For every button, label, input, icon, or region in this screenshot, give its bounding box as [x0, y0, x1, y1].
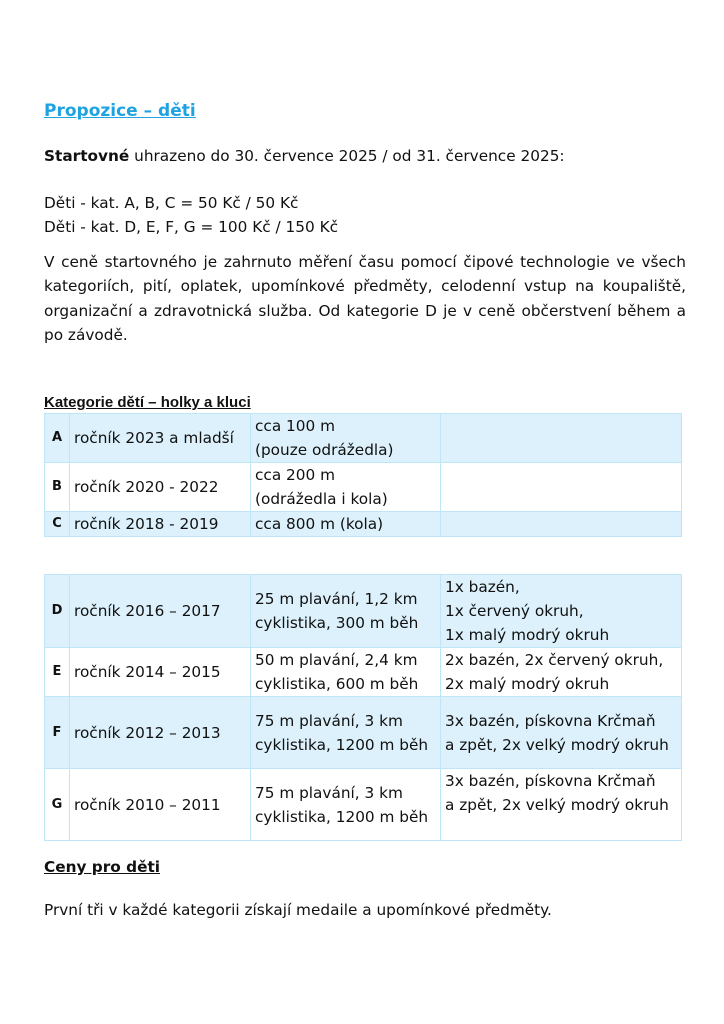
category-letter: E: [45, 648, 70, 697]
course-line: (odrážedla i kola): [255, 490, 388, 508]
category-row-c: [45, 512, 682, 537]
route-line: 1x bazén,: [445, 578, 520, 596]
category-row-a: [45, 414, 682, 463]
category-letter: B: [45, 463, 70, 512]
category-course: [251, 697, 441, 769]
category-letter: F: [45, 697, 70, 769]
route-line: 2x malý modrý okruh: [445, 675, 610, 693]
category-course: [251, 463, 441, 512]
category-route: [441, 697, 682, 769]
route-line: 2x bazén, 2x červený okruh,: [445, 651, 664, 669]
course-line: cyklistika, 300 m běh: [255, 614, 419, 632]
category-letter: G: [45, 769, 70, 841]
course-line: 50 m plavání, 2,4 km: [255, 651, 418, 669]
category-year: ročník 2018 - 2019: [70, 512, 251, 537]
category-year: ročník 2010 – 2011: [70, 769, 251, 841]
course-line: cyklistika, 1200 m běh: [255, 807, 429, 826]
category-year: ročník 2014 – 2015: [70, 648, 251, 697]
category-route: [441, 648, 682, 697]
course-line: cyklistika, 600 m běh: [255, 675, 419, 693]
page-title: Propozice – děti: [44, 101, 196, 121]
route-line: 3x bazén, pískovna Krčmaň: [445, 772, 656, 790]
prizes-text: První tři v každé kategorii získají medaile a upomínkové předměty.: [44, 901, 552, 919]
route-line: a zpět, 2x velký modrý okruh: [445, 735, 669, 754]
category-route: [441, 414, 682, 463]
fee-description: V ceně startovného je zahrnuto měření času pomocí čipové technologie ve všech kategoriích, pití, oplatek, upomínkové předměty, celodenní vstup na koupaliště, organizační a zdravotnická služba. Od kategorie D je v ceně občerstvení během a po závodě.: [44, 253, 686, 344]
category-row-g: [45, 769, 682, 841]
category-row-b: [45, 463, 682, 512]
category-course: [251, 512, 441, 537]
category-route: [441, 512, 682, 537]
prizes-heading: Ceny pro děti: [44, 858, 160, 876]
course-line: 75 m plavání, 3 km: [255, 783, 403, 802]
category-letter: D: [45, 575, 70, 648]
fee-line-abc: Děti - kat. A, B, C = 50 Kč / 50 Kč: [44, 194, 299, 212]
categories-heading: Kategorie dětí – holky a kluci: [44, 394, 251, 411]
categories-table-older: [44, 574, 682, 841]
category-course: [251, 648, 441, 697]
route-line: 1x malý modrý okruh: [445, 626, 610, 644]
category-letter: A: [45, 414, 70, 463]
course-line: cca 800 m (kola): [255, 515, 384, 533]
category-route: [441, 463, 682, 512]
category-year: ročník 2023 a mladší: [70, 414, 251, 463]
course-line: cca 100 m: [255, 417, 336, 435]
course-line: (pouze odrážedla): [255, 441, 394, 459]
category-row-d: [45, 575, 682, 648]
category-course: [251, 769, 441, 841]
fee-heading: [44, 144, 565, 168]
category-course: [251, 414, 441, 463]
route-line: 3x bazén, pískovna Krčmaň: [445, 711, 656, 730]
course-line: 25 m plavání, 1,2 km: [255, 590, 418, 608]
route-line: a zpět, 2x velký modrý okruh: [445, 796, 669, 814]
fee-line-defg: Děti - kat. D, E, F, G = 100 Kč / 150 Kč: [44, 218, 339, 236]
category-route: [441, 769, 682, 841]
categories-table-young: [44, 413, 682, 537]
course-line: cyklistika, 1200 m běh: [255, 735, 429, 754]
category-row-e: [45, 648, 682, 697]
category-year: ročník 2012 – 2013: [70, 697, 251, 769]
category-row-f: [45, 697, 682, 769]
category-course: [251, 575, 441, 648]
category-year: ročník 2020 - 2022: [70, 463, 251, 512]
category-year: ročník 2016 – 2017: [70, 575, 251, 648]
course-line: 75 m plavání, 3 km: [255, 711, 403, 730]
course-line: cca 200 m: [255, 466, 336, 484]
route-line: 1x červený okruh,: [445, 602, 584, 620]
fee-deadline-text: uhrazeno do 30. července 2025 / od 31. července 2025:: [129, 147, 565, 165]
fee-label: Startovné: [44, 147, 130, 165]
category-route: [441, 575, 682, 648]
category-letter: C: [45, 512, 70, 537]
